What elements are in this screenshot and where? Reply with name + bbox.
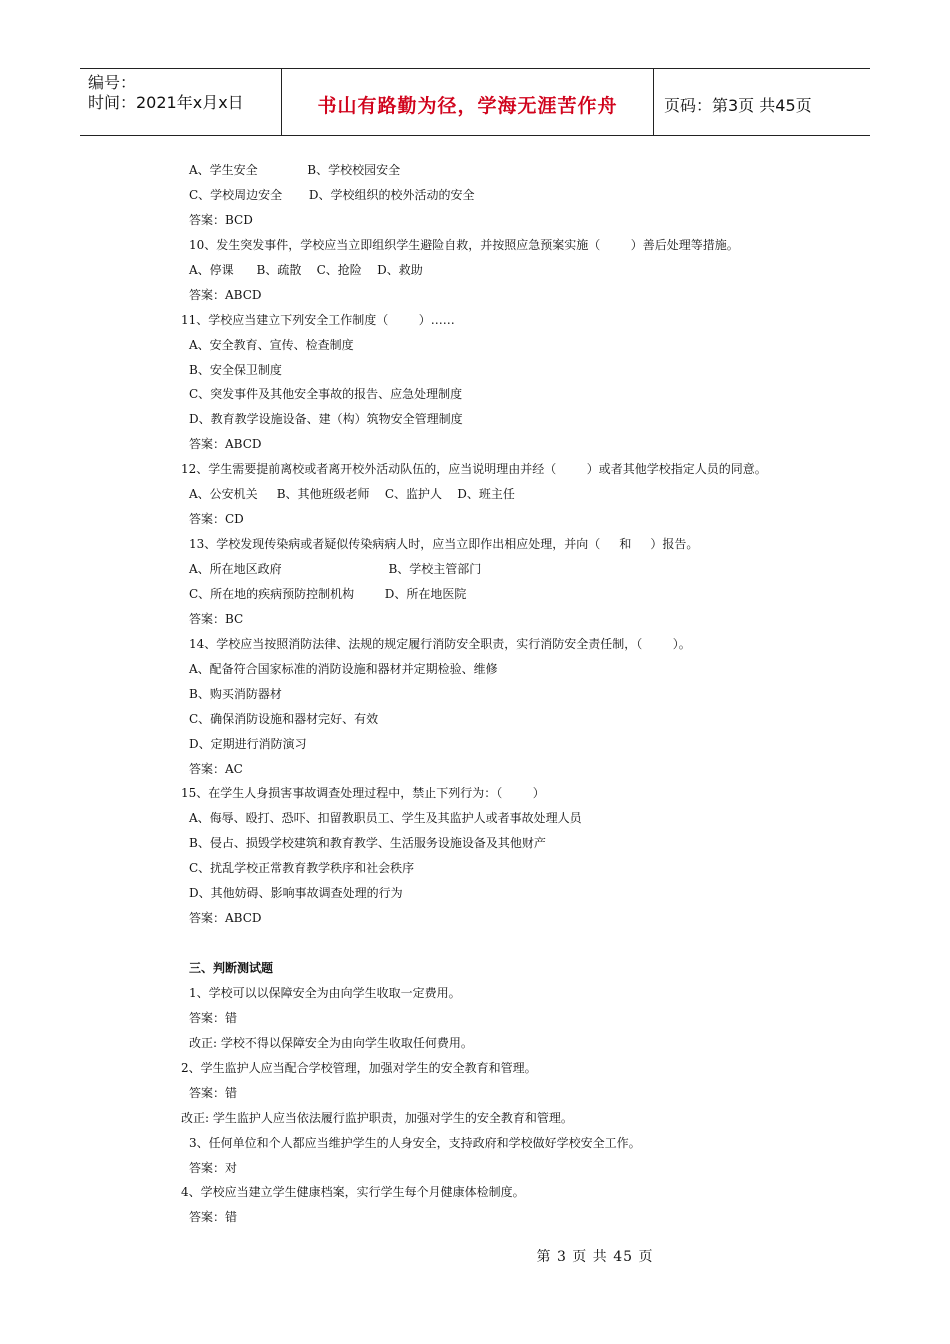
text-line: 改正: 学生监护人应当依法履行监护职责，加强对学生的安全教育和管理。 — [181, 1110, 573, 1125]
text-line: 4、学校应当建立学生健康档案，实行学生每个月健康体检制度。 — [181, 1185, 525, 1200]
text-line: A、安全教育、宣传、检查制度 — [189, 337, 354, 352]
text-line: D、教育教学设施设备、建（构）筑物安全管理制度 — [189, 412, 463, 427]
text-line: C、确保消防设施和器材完好、有效 — [189, 711, 379, 726]
text-line: 12、学生需要提前离校或者离开校外活动队伍的，应当说明理由并经（ ）或者其他学校指定人员的同意。 — [181, 462, 767, 477]
text-line: B、购买消防器材 — [189, 686, 282, 701]
text-line: 13、学校发现传染病或者疑似传染病病人时，应当立即作出相应处理，并向（ 和 ）报告。 — [189, 537, 699, 552]
text-line: 10、发生突发事件，学校应当立即组织学生避险自救，并按照应急预案实施（ ）善后处理等措施。 — [189, 237, 739, 252]
text-line: A、侮辱、殴打、恐吓、扣留教职员工、学生及其监护人或者事故处理人员 — [189, 811, 582, 826]
text-line: D、其他妨碍、影响事故调查处理的行为 — [189, 886, 403, 901]
header-page-info: 页码：第3页 共45页 — [664, 95, 812, 115]
document-date: 时间：2021年x月x日 — [88, 93, 244, 112]
header-motto: 书山有路勤为径，学海无涯苦作舟 — [317, 94, 618, 117]
text-line: 改正: 学校不得以保障安全为由向学生收取任何费用。 — [189, 1035, 473, 1050]
page-footer: 第 3 页 共 45 页 — [536, 1249, 654, 1265]
section-heading: 三、判断测试题 — [189, 961, 274, 975]
document-number: 编号： — [88, 73, 137, 92]
text-line: 15、在学生人身损害事故调查处理过程中，禁止下列行为：（ ） — [181, 786, 545, 801]
text-line: A、配备符合国家标准的消防设施和器材并定期检验、维修 — [189, 661, 498, 676]
header-meta — [80, 69, 282, 135]
text-line: 答案：BC — [189, 611, 244, 626]
text-line: 答案：ABCD — [189, 437, 262, 452]
text-line: 1、学校可以以保障安全为由向学生收取一定费用。 — [189, 985, 461, 1000]
text-line: A、所在地区政府 B、学校主管部门 — [189, 562, 482, 576]
text-line: A、公安机关 B、其他班级老师 C、监护人 D、班主任 — [189, 487, 515, 502]
text-line: A、学生安全 B、学校校园安全 — [189, 163, 401, 177]
text-line: 答案：ABCD — [189, 287, 262, 302]
text-line: D、定期进行消防演习 — [189, 736, 307, 751]
page-header — [80, 68, 870, 136]
text-line: 3、任何单位和个人都应当维护学生的人身安全，支持政府和学校做好学校安全工作。 — [189, 1135, 641, 1150]
text-line: 答案：ABCD — [189, 911, 262, 926]
text-line: 答案：BCD — [189, 212, 253, 227]
text-line: 答案：错 — [189, 1085, 238, 1100]
text-line: 11、学校应当建立下列安全工作制度（ ）…… — [181, 312, 455, 327]
text-line: 答案：对 — [189, 1160, 238, 1175]
text-line: 14、学校应当按照消防法律、法规的规定履行消防安全职责，实行消防安全责任制，（ ）。 — [189, 636, 691, 651]
text-line: 答案：AC — [189, 761, 243, 776]
text-line: 答案：CD — [189, 512, 244, 527]
document-body — [181, 158, 781, 1230]
text-line: B、安全保卫制度 — [189, 362, 282, 377]
text-line: C、学校周边安全 D、学校组织的校外活动的安全 — [189, 187, 475, 202]
header-motto-cell — [282, 69, 654, 135]
spacer — [181, 931, 781, 956]
text-line: C、所在地的疾病预防控制机构 D、所在地医院 — [189, 586, 467, 601]
text-line: B、侵占、损毁学校建筑和教育教学、生活服务设施设备及其他财产 — [189, 836, 546, 851]
text-line: A、停课 B、疏散 C、抢险 D、救助 — [189, 262, 423, 277]
text-line: 2、学生监护人应当配合学校管理，加强对学生的安全教育和管理。 — [181, 1060, 537, 1075]
text-line: C、突发事件及其他安全事故的报告、应急处理制度 — [189, 387, 463, 402]
text-line: 答案：错 — [189, 1010, 238, 1025]
text-line: C、扰乱学校正常教育教学秩序和社会秩序 — [189, 861, 415, 876]
text-line: 答案：错 — [189, 1210, 238, 1225]
